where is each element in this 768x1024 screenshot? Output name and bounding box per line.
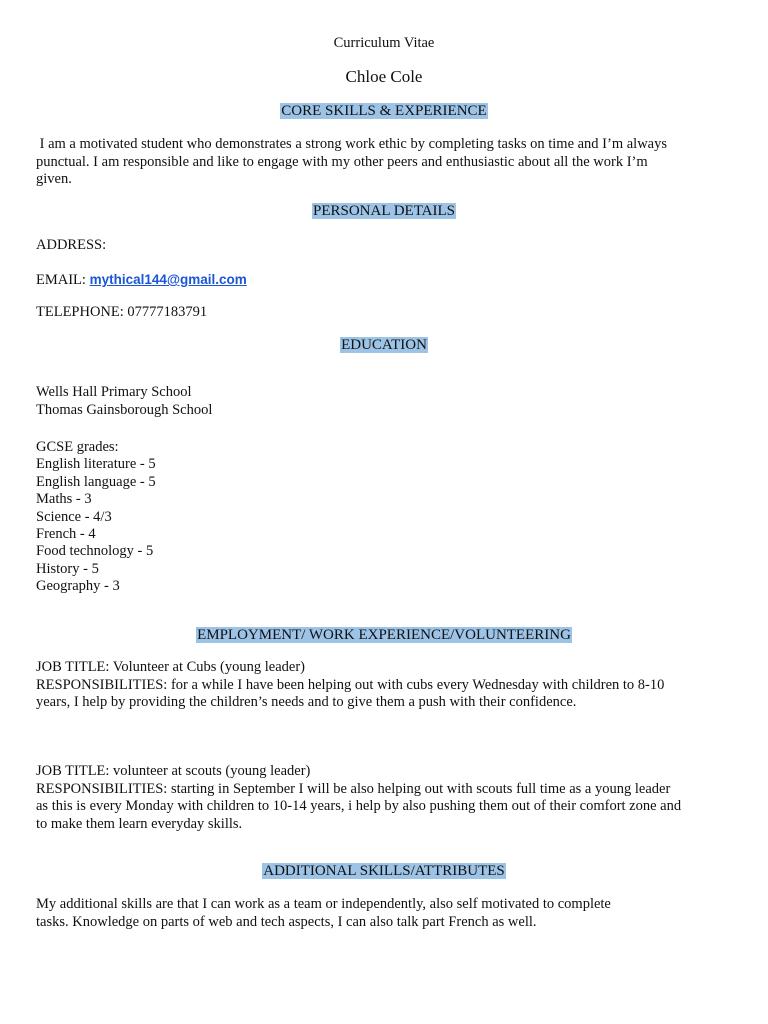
core-skills-paragraph — [36, 136, 667, 189]
education-heading — [0, 337, 768, 354]
grade-item: Food technology - 5 — [36, 543, 154, 560]
school-item: Thomas Gainsborough School — [36, 401, 213, 418]
additional-skills-heading-text: ADDITIONAL SKILLS/ATTRIBUTES — [263, 863, 505, 879]
gcse-label: GCSE grades: — [36, 439, 119, 455]
additional-skills-line: tasks. Knowledge on parts of web and tech aspects, I can also talk part French as well. — [36, 913, 537, 930]
job-responsibilities-line: RESPONSIBILITIES: starting in September I will be also helping out with scouts full time as a young leader — [36, 780, 671, 797]
schools-list — [36, 384, 212, 419]
job-1 — [36, 659, 664, 712]
job-responsibilities-line: to make them learn everyday skills. — [36, 815, 243, 832]
email-row — [36, 271, 247, 289]
additional-skills-paragraph — [36, 896, 611, 931]
education-heading-text: EDUCATION — [341, 337, 427, 353]
core-skills-heading — [0, 103, 768, 120]
additional-skills-heading — [0, 863, 768, 880]
school-item: Wells Hall Primary School — [36, 384, 192, 400]
grade-item: History - 5 — [36, 560, 99, 577]
grade-item: Maths - 3 — [36, 491, 92, 508]
grade-item: French - 4 — [36, 526, 96, 543]
grade-item: English literature - 5 — [36, 456, 156, 473]
personal-details-heading — [0, 203, 768, 220]
telephone: TELEPHONE: 07777183791 — [36, 304, 208, 320]
grade-item: English language - 5 — [36, 473, 156, 490]
gcse-list — [36, 439, 156, 596]
core-skills-line: I am a motivated student who demonstrates a strong work ethic by completing tasks on time and I’m always — [36, 136, 668, 152]
grade-item: Science - 4/3 — [36, 508, 112, 525]
job-responsibilities-line: years, I help by providing the children’s needs and to give them a push with their confidence. — [36, 694, 577, 710]
job-responsibilities-line: RESPONSIBILITIES: for a while I have been helping out with cubs every Wednesday with children to 8-10 — [36, 676, 665, 693]
job-responsibilities-line: as this is every Monday with children to 10-14 years, i help by also pushing them out of their comfort zone and — [36, 798, 682, 814]
job-title: JOB TITLE: Volunteer at Cubs (young leader) — [36, 659, 306, 675]
candidate-name: Chloe Cole — [345, 67, 423, 86]
additional-skills-line: My additional skills are that I can work as a team or independently, also self motivated to complete — [36, 896, 611, 912]
employment-heading — [0, 627, 768, 644]
core-skills-heading-text: CORE SKILLS & EXPERIENCE — [281, 103, 487, 119]
address-label: ADDRESS: — [36, 237, 107, 253]
email-link[interactable]: mythical144@gmail.com — [89, 272, 247, 287]
core-skills-line: given. — [36, 171, 72, 187]
employment-heading-text: EMPLOYMENT/ WORK EXPERIENCE/VOLUNTEERING — [197, 627, 571, 643]
personal-details-heading-text: PERSONAL DETAILS — [313, 203, 455, 219]
document-title: Curriculum Vitae — [333, 35, 435, 51]
core-skills-line: punctual. I am responsible and like to engage with my other peers and enthusiastic about all the work I’m — [36, 153, 648, 170]
grade-item: Geography - 3 — [36, 578, 120, 595]
job-title: JOB TITLE: volunteer at scouts (young leader) — [36, 763, 311, 779]
job-2 — [36, 763, 681, 833]
email-label: EMAIL: — [36, 272, 90, 288]
